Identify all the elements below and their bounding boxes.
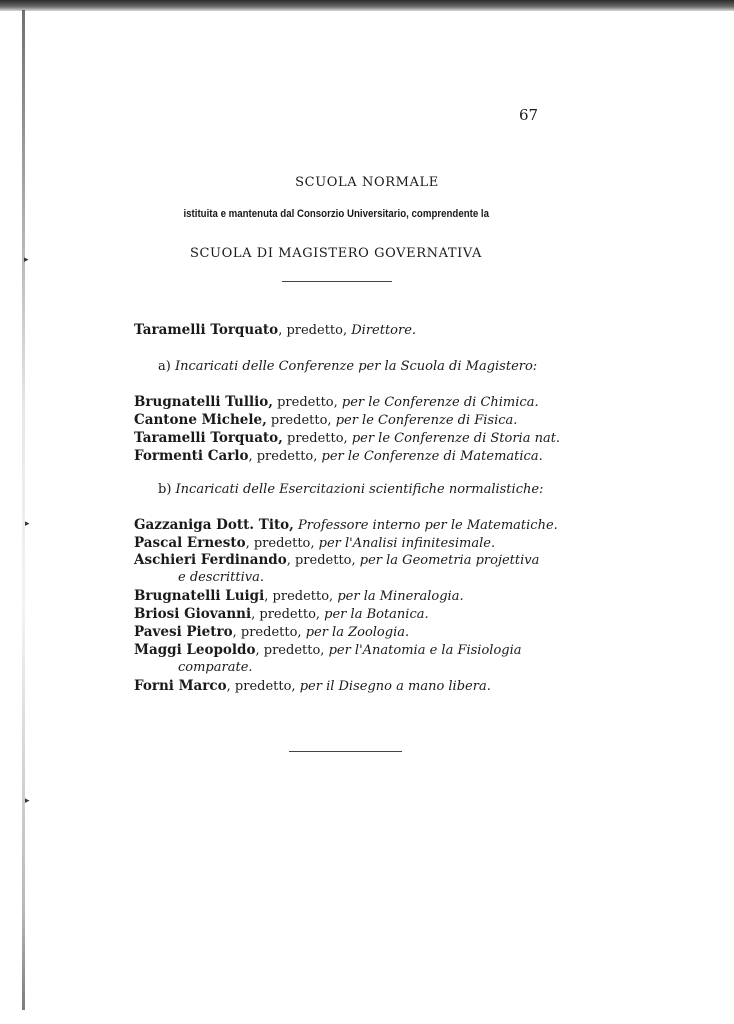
person-role: Direttore.	[351, 323, 417, 338]
page-number: 67	[519, 106, 539, 124]
section-title: Incaricati delle Esercitazioni scientifiche normalistiche:	[175, 482, 544, 497]
section-label: b)	[158, 482, 176, 497]
person-detail: , predetto,	[286, 553, 360, 568]
margin-mark: ▸	[24, 255, 29, 265]
list-item	[134, 624, 409, 640]
person-role: per l'Anatomia e la Fisiologia	[328, 643, 522, 658]
person-role: per le Conferenze di Fisica.	[335, 413, 518, 428]
person-name: Formenti Carlo	[134, 448, 249, 464]
person-name: Pavesi Pietro	[134, 624, 233, 640]
person-name: Briosi Giovanni	[134, 606, 252, 622]
person-role: per l'Analisi infinitesimale.	[318, 536, 496, 551]
person-detail: , predetto,	[278, 323, 352, 338]
person-name: Pascal Ernesto	[134, 535, 246, 551]
director-line	[134, 322, 416, 338]
list-item	[134, 535, 495, 551]
person-role: Professore interno per le Matematiche.	[298, 518, 558, 533]
list-item	[134, 642, 522, 658]
person-role: per il Disegno a mano libera.	[299, 679, 491, 694]
person-role: per le Conferenze di Chimica.	[341, 395, 539, 410]
margin-mark: ▸	[25, 796, 30, 806]
person-name: Taramelli Torquato	[134, 322, 279, 338]
person-detail: , predetto,	[251, 607, 325, 622]
page-title: SCUOLA NORMALE	[295, 175, 439, 190]
list-item	[134, 517, 558, 533]
person-name: Taramelli Torquato,	[134, 430, 283, 446]
list-item	[134, 394, 539, 410]
person-name: Gazzaniga Dott. Tito,	[134, 517, 294, 533]
person-name: Brugnatelli Tullio,	[134, 394, 273, 410]
footer-divider	[289, 751, 402, 752]
list-item	[134, 606, 429, 622]
person-role: per la Geometria projettiva	[359, 553, 540, 568]
list-item	[134, 412, 517, 428]
scan-left-edge	[22, 10, 25, 1010]
person-detail: predetto,	[282, 431, 352, 446]
person-detail: predetto,	[272, 395, 342, 410]
person-role: per le Conferenze di Matematica.	[321, 449, 543, 464]
person-name: Brugnatelli Luigi	[134, 588, 265, 604]
person-detail: , predetto,	[255, 643, 329, 658]
list-item	[134, 678, 491, 694]
person-name: Aschieri Ferdinando	[134, 552, 287, 568]
person-role: comparate.	[178, 660, 253, 675]
page-subtitle: istituita e mantenuta dal Consorzio Universitario, comprendente la	[183, 208, 490, 220]
margin-mark: ▸	[25, 519, 30, 529]
person-detail: , predetto,	[245, 536, 319, 551]
section-b-heading	[158, 482, 543, 497]
heading-divider	[282, 281, 392, 282]
list-item-continuation	[178, 660, 253, 675]
section-heading: SCUOLA DI MAGISTERO GOVERNATIVA	[189, 246, 482, 261]
person-name: Cantone Michele,	[134, 412, 267, 428]
scan-top-edge	[0, 0, 734, 11]
person-detail: , predetto,	[264, 589, 338, 604]
list-item	[134, 552, 539, 568]
person-detail: , predetto,	[232, 625, 306, 640]
person-name: Maggi Leopoldo	[134, 642, 256, 658]
section-title: Incaricati delle Conferenze per la Scuola di Magistero:	[174, 359, 538, 374]
list-item	[134, 430, 560, 446]
person-role: per la Botanica.	[324, 607, 429, 622]
person-role: e descrittiva.	[178, 570, 264, 585]
person-role: per le Conferenze di Storia nat.	[351, 431, 561, 446]
person-name: Forni Marco	[134, 678, 227, 694]
list-item	[134, 448, 543, 464]
person-role: per la Mineralogia.	[337, 589, 464, 604]
section-label: a)	[158, 359, 175, 374]
section-a-heading	[158, 359, 537, 374]
person-detail: , predetto,	[248, 449, 322, 464]
person-detail: , predetto,	[226, 679, 300, 694]
person-detail: predetto,	[266, 413, 336, 428]
list-item	[134, 588, 464, 604]
person-role: per la Zoologia.	[305, 625, 410, 640]
list-item-continuation	[178, 570, 264, 585]
